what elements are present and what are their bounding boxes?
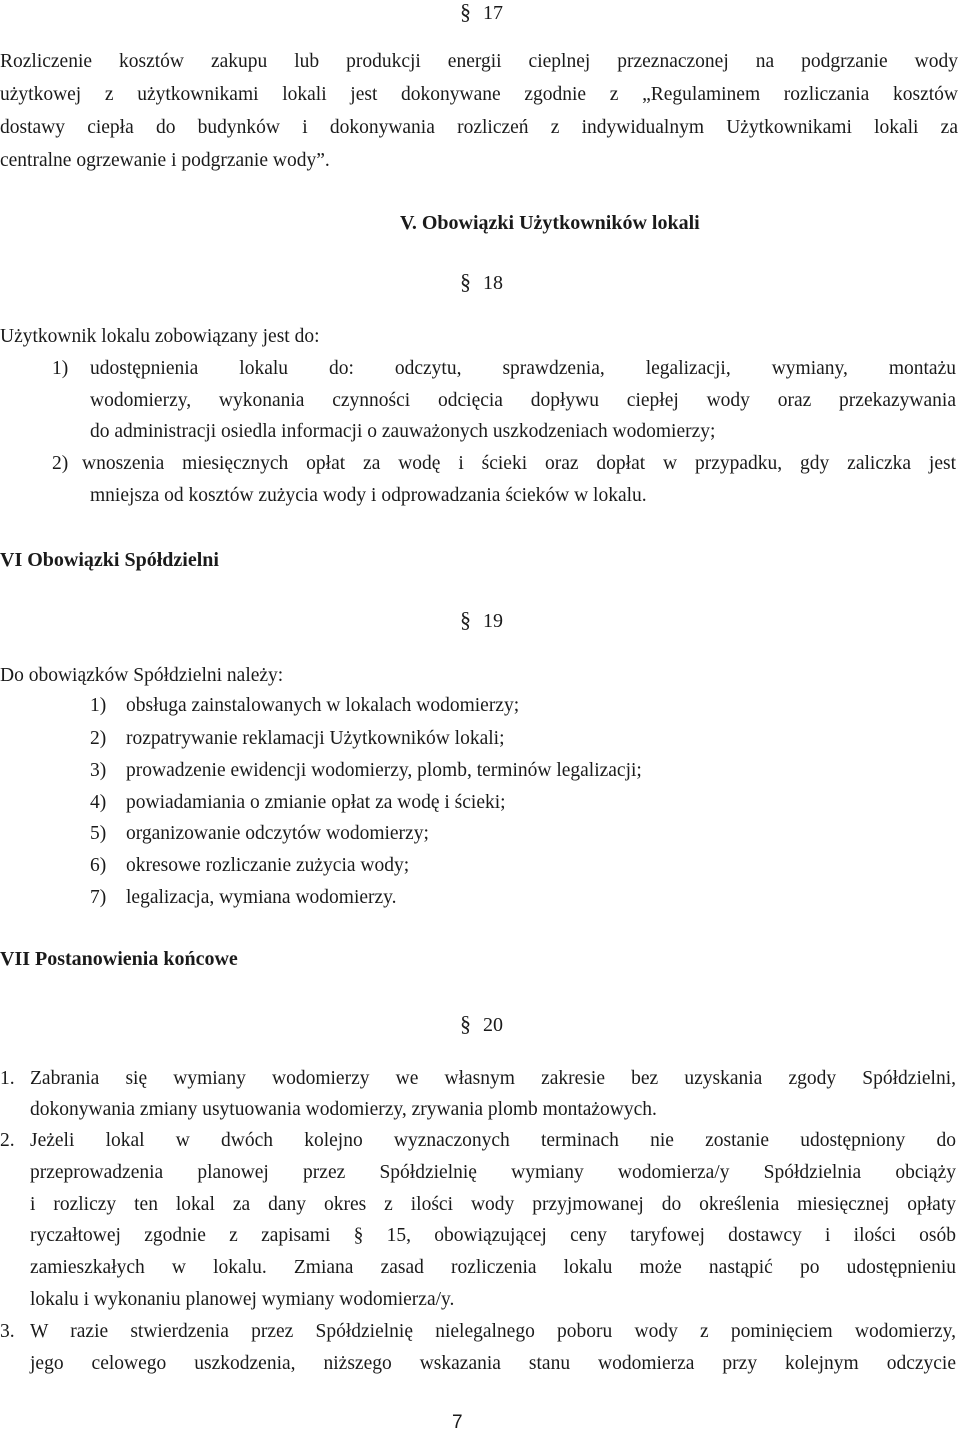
paragraph-20-item-3-line-2: jego celowego uszkodzenia, niższego wskazania stanu wodomierza przy kolejnym odczycie <box>30 1353 956 1374</box>
item-number: 6) <box>90 855 107 876</box>
paragraph-20-item-2-line-4: ryczałtowej zgodnie z zapisami § 15, obowiązującej ceny taryfowej dostawcy i ilości osób <box>30 1225 956 1246</box>
paragraph-17-line-4: centralne ogrzewanie i podgrzanie wody”. <box>0 150 330 171</box>
page-number: 7 <box>452 1412 463 1433</box>
paragraph-number-17 <box>460 0 503 25</box>
paragraph-18-item-2-number: 2) <box>52 453 69 474</box>
paragraph-19-item-1 <box>90 690 519 722</box>
section-sign: § <box>460 0 471 24</box>
paragraph-number-19 <box>460 608 503 633</box>
chapter-vii-heading: VII Postanowienia końcowe <box>0 948 238 970</box>
item-text: rozpatrywanie reklamacji Użytkowników lokali; <box>126 728 505 749</box>
item-number: 4) <box>90 792 107 813</box>
paragraph-number-18 <box>460 270 503 295</box>
paragraph-17-line-3: dostawy ciepła do budynków i dokonywania rozliczeń z indywidualnym Użytkownikami lokali za <box>0 117 958 138</box>
item-number: 2) <box>90 728 107 749</box>
section-sign: § <box>460 269 471 294</box>
paragraph-20-item-3-number: 3. <box>0 1321 15 1342</box>
paragraph-20-item-2-line-3: i rozliczy ten lokal za dany okres z ilości wody przyjmowanej do określenia miesięcznej opłaty <box>30 1194 956 1215</box>
paragraph-20-item-2-line-5: zamieszkałych w lokalu. Zmiana zasad rozliczenia lokalu może nastąpić po udostępnieniu <box>30 1257 956 1278</box>
item-text: legalizacja, wymiana wodomierzy. <box>126 887 397 908</box>
paragraph-18-intro: Użytkownik lokalu zobowiązany jest do: <box>0 326 320 347</box>
item-number: 1) <box>90 695 107 716</box>
item-text: powiadamiania o zmianie opłat za wodę i ścieki; <box>126 792 506 813</box>
chapter-v-heading: V. Obowiązki Użytkowników lokali <box>400 212 700 234</box>
paragraph-19-intro: Do obowiązków Spółdzielni należy: <box>0 665 284 686</box>
paragraph-20-item-1-number: 1. <box>0 1068 15 1089</box>
paragraph-19-item-3 <box>90 755 642 787</box>
paragraph-18-item-1-line-1: udostępnienia lokalu do: odczytu, sprawdzenia, legalizacji, wymiany, montażu <box>90 358 956 379</box>
section-sign: § <box>460 1011 471 1036</box>
paragraph-20-item-2-line-2: przeprowadzenia planowej przez Spółdzielnię wymiany wodomierza/y Spółdzielnia obciąży <box>30 1162 956 1183</box>
paragraph-18-number: 18 <box>483 272 503 294</box>
paragraph-19-number: 19 <box>483 610 503 632</box>
paragraph-17-line-1: Rozliczenie kosztów zakupu lub produkcji energii cieplnej przeznaczonej na podgrzanie wody <box>0 51 958 72</box>
paragraph-18-item-1-line-2: wodomierzy, wykonania czynności odcięcia dopływu ciepłej wody oraz przekazywania <box>90 390 956 411</box>
paragraph-20-item-2-line-6: lokalu i wykonaniu planowej wymiany wodomierza/y. <box>30 1289 455 1310</box>
paragraph-18-item-1-number: 1) <box>52 358 69 379</box>
paragraph-20-item-2-line-1: Jeżeli lokal w dwóch kolejno wyznaczonych terminach nie zostanie udostępniony do <box>30 1130 956 1151</box>
item-text: prowadzenie ewidencji wodomierzy, plomb, terminów legalizacji; <box>126 760 642 781</box>
chapter-vi-heading: VI Obowiązki Spółdzielni <box>0 549 219 571</box>
paragraph-20-number: 20 <box>483 1014 503 1036</box>
item-number: 7) <box>90 887 107 908</box>
paragraph-17-number: 17 <box>483 2 503 24</box>
paragraph-19-item-7 <box>90 882 397 914</box>
paragraph-18-item-1-line-3: do administracji osiedla informacji o zauważonych uszkodzeniach wodomierzy; <box>90 421 716 442</box>
item-text: okresowe rozliczanie zużycia wody; <box>126 855 410 876</box>
paragraph-19-item-5 <box>90 818 429 850</box>
item-text: organizowanie odczytów wodomierzy; <box>126 823 429 844</box>
paragraph-20-item-1-line-2: dokonywania zmiany usytuowania wodomierzy, zrywania plomb montażowych. <box>30 1099 657 1120</box>
paragraph-18-item-2-line-2: mniejsza od kosztów zużycia wody i odprowadzania ścieków w lokalu. <box>90 485 647 506</box>
paragraph-number-20 <box>460 1012 503 1037</box>
paragraph-17-line-2: użytkowej z użytkownikami lokali jest dokonywane zgodnie z „Regulaminem rozliczania kosztów <box>0 84 958 105</box>
paragraph-20-item-3-line-1: W razie stwierdzenia przez Spółdzielnię nielegalnego poboru wody z pominięciem wodomierzy, <box>30 1321 956 1342</box>
paragraph-20-item-1-line-1: Zabrania się wymiany wodomierzy we własnym zakresie bez uzyskania zgody Spółdzielni, <box>30 1068 956 1089</box>
item-number: 5) <box>90 823 107 844</box>
paragraph-19-item-2 <box>90 723 505 755</box>
paragraph-19-item-4 <box>90 787 506 819</box>
item-text: obsługa zainstalowanych w lokalach wodomierzy; <box>126 695 520 716</box>
paragraph-18-item-2-line-1: wnoszenia miesięcznych opłat za wodę i ścieki oraz dopłat w przypadku, gdy zaliczka jest <box>82 453 956 474</box>
section-sign: § <box>460 607 471 632</box>
paragraph-20-item-2-number: 2. <box>0 1130 15 1151</box>
paragraph-19-item-6 <box>90 850 409 882</box>
item-number: 3) <box>90 760 107 781</box>
